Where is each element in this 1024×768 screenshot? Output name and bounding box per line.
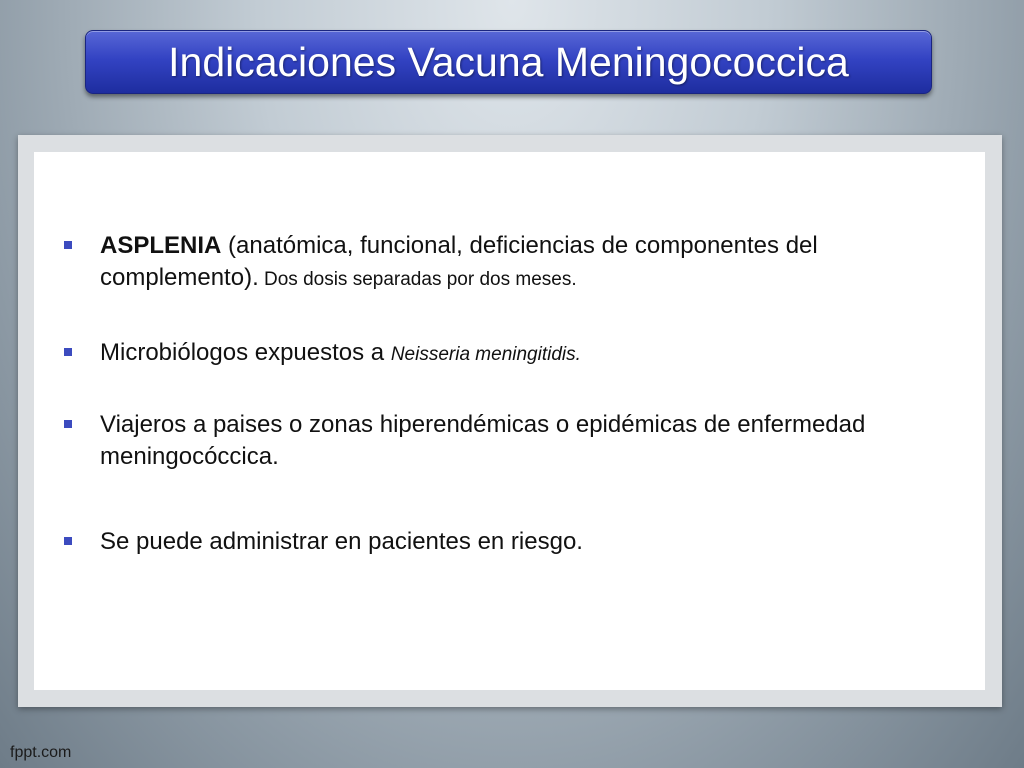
bullet-bold-text: ASPLENIA	[100, 232, 222, 259]
content-panel	[34, 152, 985, 690]
slide-title: Indicaciones Vacuna Meningococcica	[168, 38, 849, 85]
bullet-text	[100, 230, 960, 296]
square-bullet-icon	[64, 241, 72, 249]
square-bullet-icon	[64, 420, 72, 428]
content-frame	[18, 135, 1002, 707]
square-bullet-icon	[64, 348, 72, 356]
bullet-body-text: (anatómica, funcional, deficiencias de componentes del complemento).	[100, 232, 818, 291]
bullet-small-text: Dos dosis separadas por dos meses.	[258, 269, 577, 290]
bullet-text	[100, 337, 960, 371]
title-bar	[85, 30, 932, 94]
bullet-text: Viajeros a paises o zonas hiperendémicas o epidémicas de enfermedad meningocóccica.	[100, 411, 866, 470]
bullet-text: Se puede administrar en pacientes en riesgo.	[100, 528, 583, 555]
square-bullet-icon	[64, 537, 72, 545]
bullet-italic-text: Neisseria meningitidis.	[390, 344, 581, 365]
footer-watermark: fppt.com	[10, 744, 72, 761]
bullet-body-text: Microbiólogos expuestos a	[100, 339, 391, 366]
